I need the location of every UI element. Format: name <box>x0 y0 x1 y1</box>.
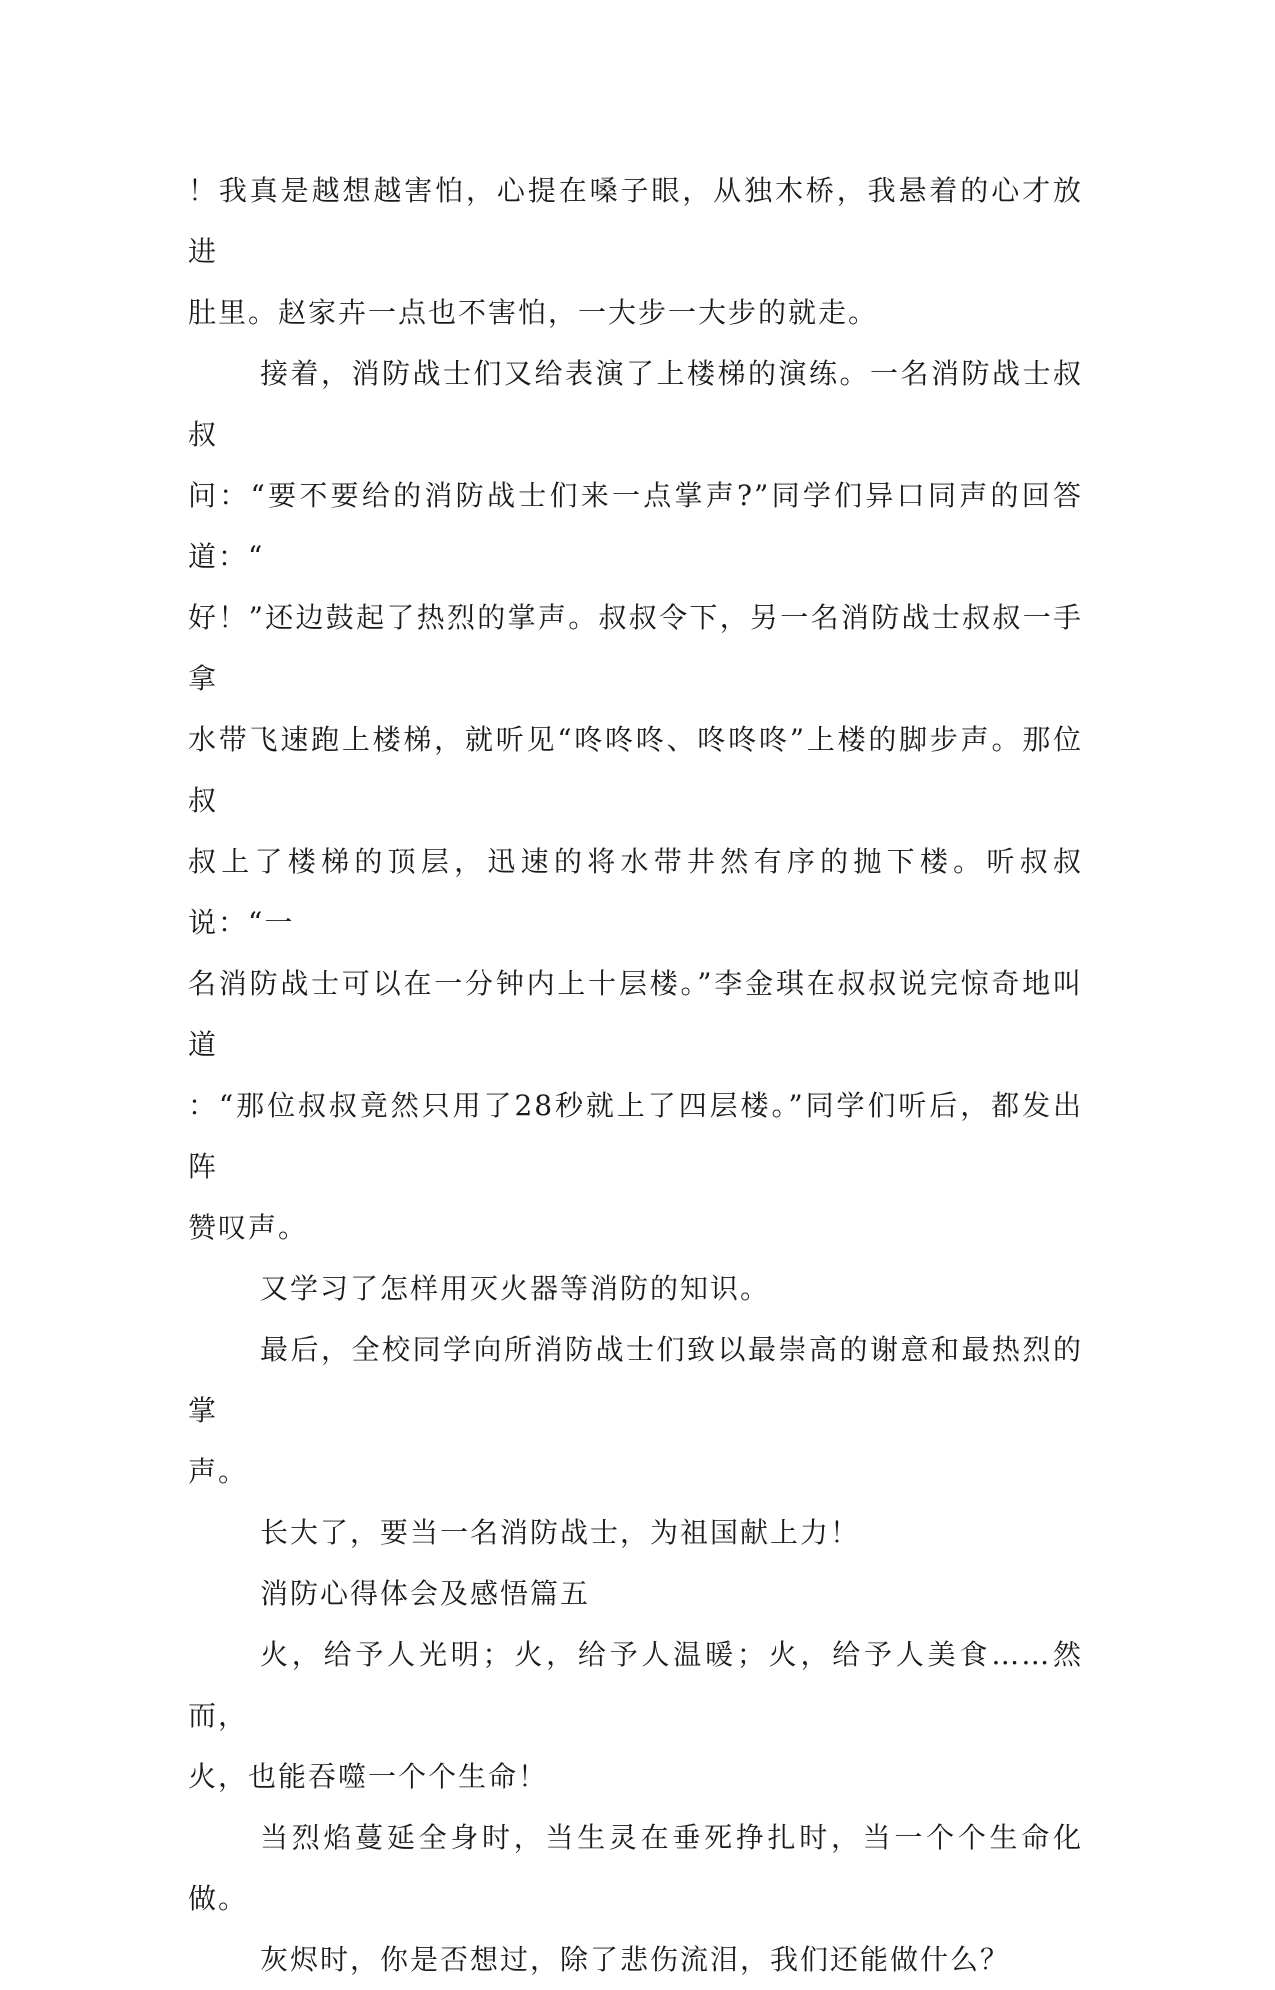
text-line: 水带飞速跑上楼梯，就听见“咚咚咚、咚咚咚”上楼的脚步声。那位叔 <box>188 723 1083 817</box>
paragraph-extinguisher <box>188 1258 1083 1319</box>
paragraph-flames <box>188 1807 1083 1929</box>
text-line: 又学习了怎样用灭火器等消防的知识。 <box>260 1272 771 1305</box>
text-line: 肚里。赵家卉一点也不害怕，一大步一大步的就走。 <box>188 296 879 329</box>
text-line: 当烈焰蔓延全身时，当生灵在垂死挣扎时，当一个个生命化做。 <box>188 1821 1083 1915</box>
text-line: 长大了，要当一名消防战士，为祖国献上力！ <box>260 1516 861 1549</box>
paragraph-bridge-fear <box>188 160 1083 343</box>
text-line: 火，给予人光明；火，给予人温暖；火，给予人美食……然而， <box>188 1638 1083 1732</box>
text-line: 接着，消防战士们又给表演了上楼梯的演练。一名消防战士叔叔 <box>188 357 1083 451</box>
text-line: 灰烬时，你是否想过，除了悲伤流泪，我们还能做什么？ <box>260 1943 1011 1976</box>
paragraph-ladder-drill <box>188 343 1083 1258</box>
text-line: 叔上了楼梯的顶层，迅速的将水带井然有序的抛下楼。听叔叔说：“一 <box>188 845 1083 939</box>
section-heading <box>188 1563 1083 1624</box>
text-line: 好！”还边鼓起了热烈的掌声。叔叔令下，另一名消防战士叔叔一手拿 <box>188 601 1083 695</box>
paragraph-ambition <box>188 1502 1083 1563</box>
text-line: ！我真是越想越害怕，心提在嗓子眼，从独木桥，我悬着的心才放进 <box>188 174 1083 268</box>
paragraph-ashes <box>188 1929 1083 1990</box>
text-line: 声。 <box>188 1455 249 1488</box>
paragraph-thanks <box>188 1319 1083 1502</box>
text-line: 最后，全校同学向所消防战士们致以最崇高的谢意和最热烈的掌 <box>188 1333 1083 1427</box>
text-line: 火，也能吞噬一个个生命！ <box>188 1760 549 1793</box>
text-line: 赞叹声。 <box>188 1211 309 1244</box>
text-line: 名消防战士可以在一分钟内上十层楼。”李金琪在叔叔说完惊奇地叫道 <box>188 967 1083 1061</box>
paragraph-fire-gifts <box>188 1624 1083 1807</box>
text-line: 问：“要不要给的消防战士们来一点掌声?”同学们异口同声的回答道：“ <box>188 479 1083 573</box>
text-line: ：“那位叔叔竟然只用了28秒就上了四层楼。”同学们听后，都发出阵 <box>188 1089 1083 1183</box>
heading-text: 消防心得体会及感悟篇五 <box>260 1577 591 1610</box>
document-body <box>188 160 1083 1990</box>
